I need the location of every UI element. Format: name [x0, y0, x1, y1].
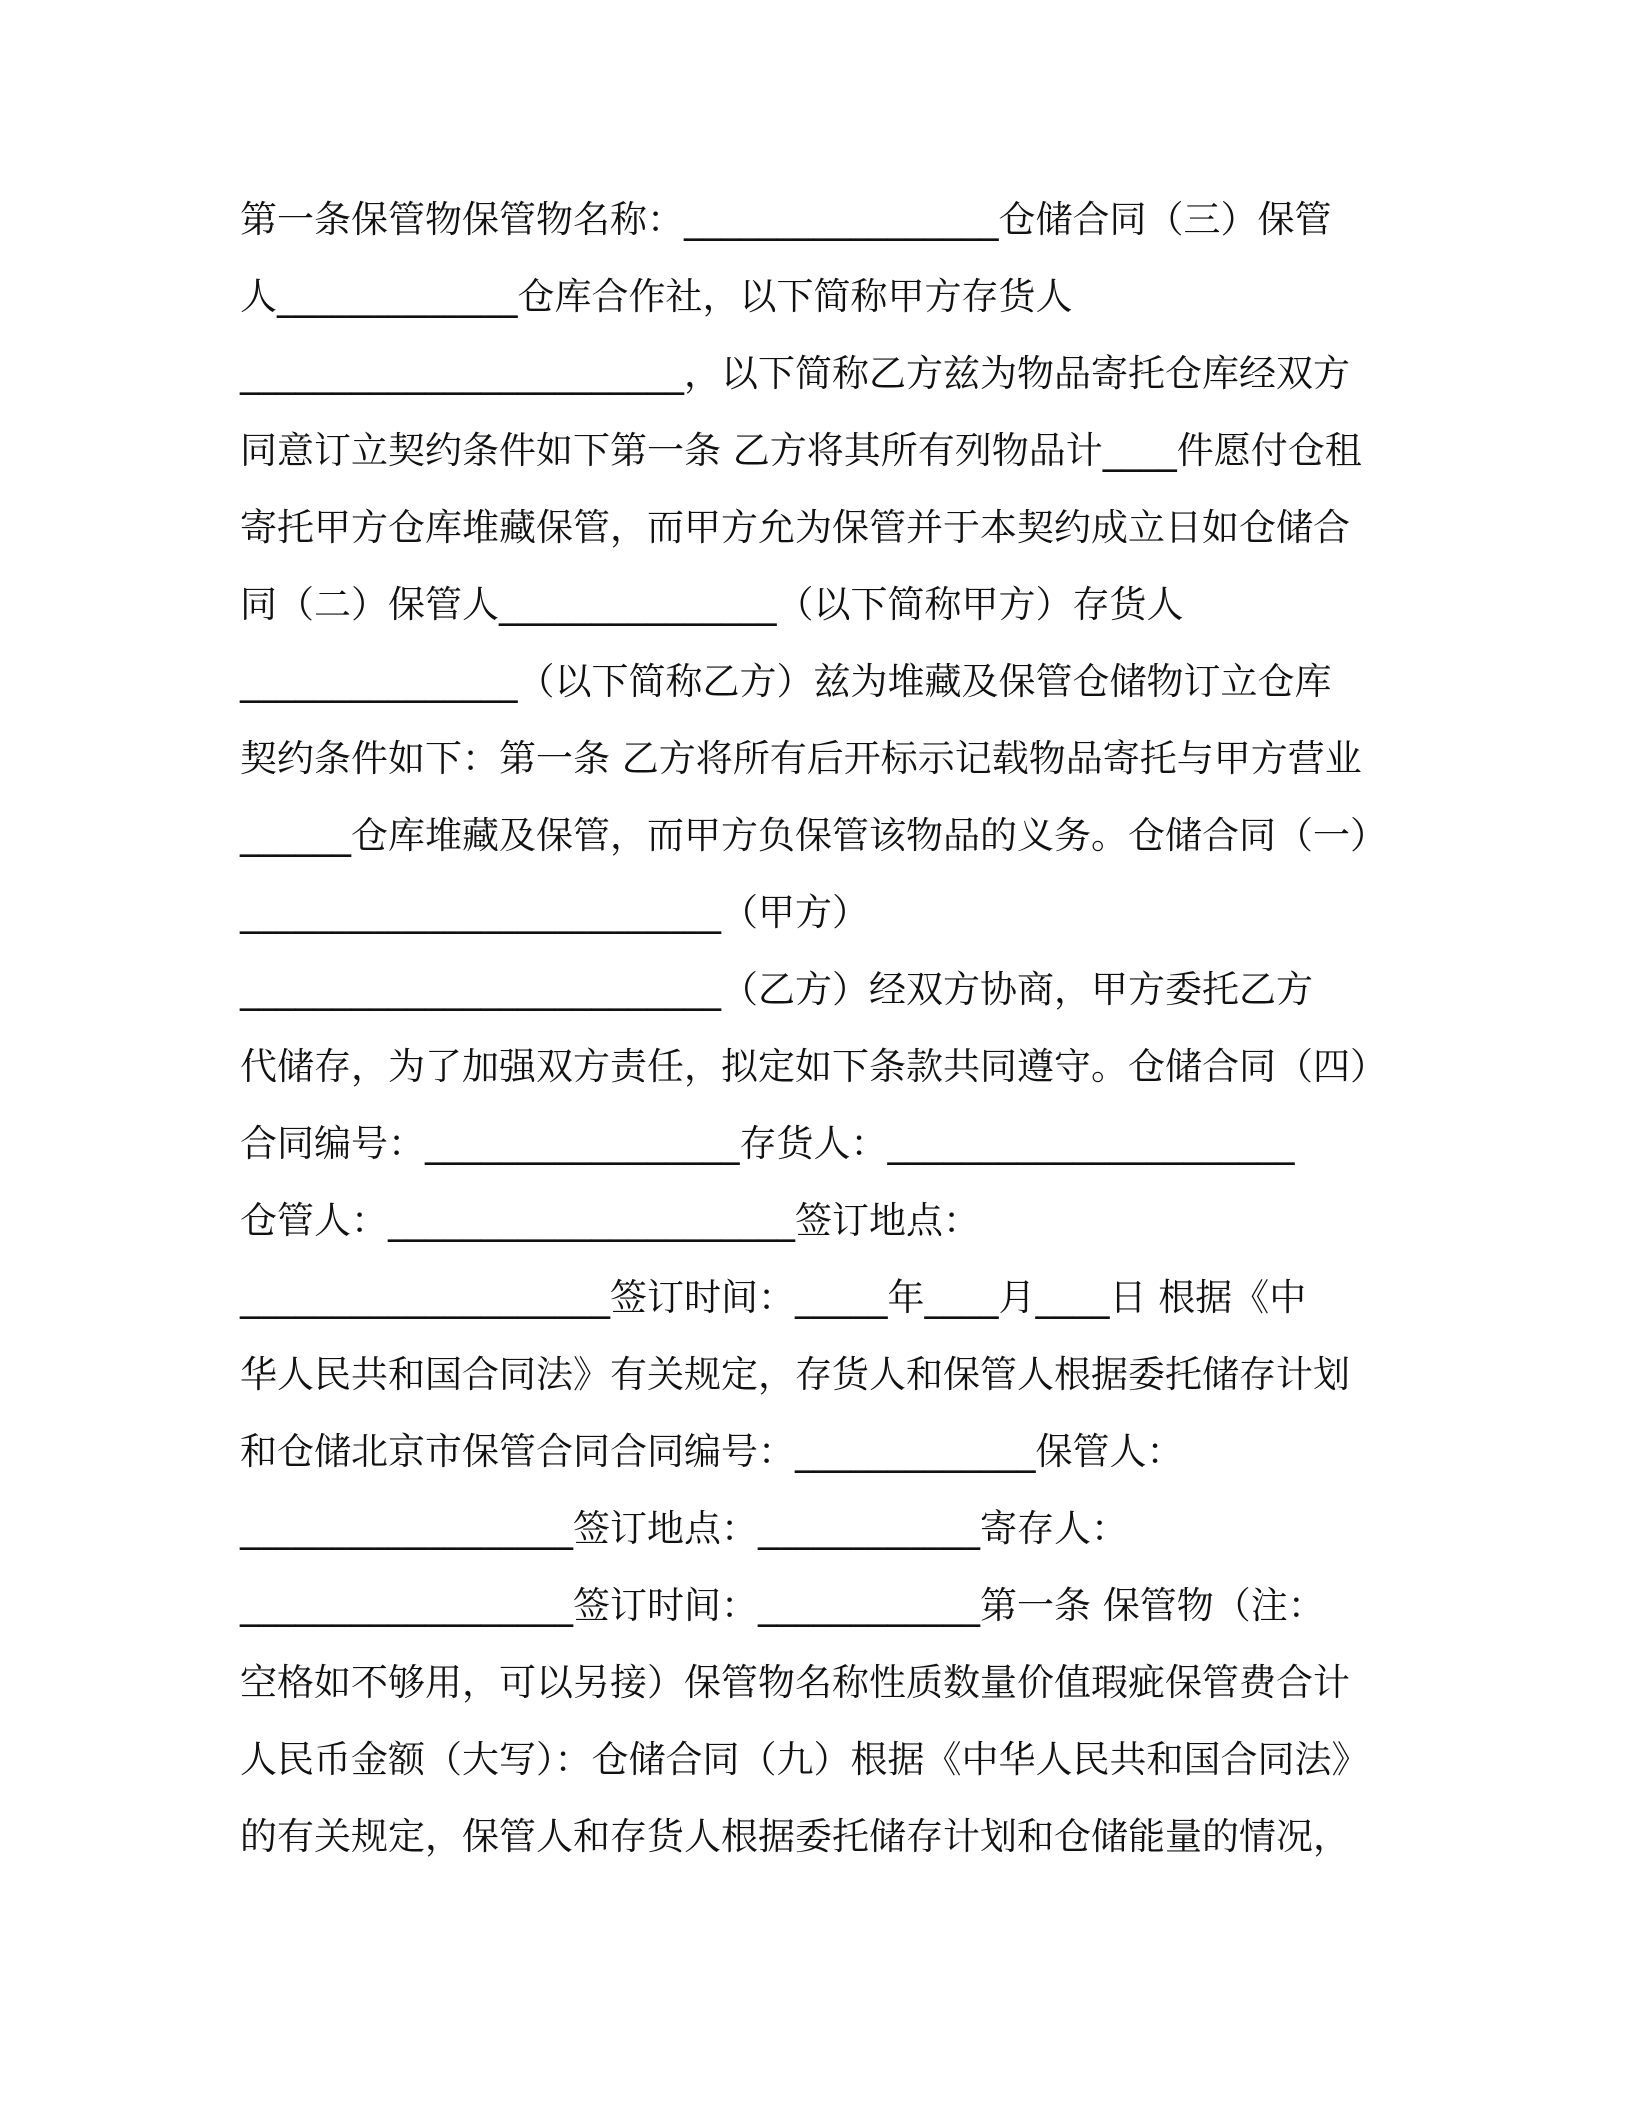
text-line: 和仓储北京市保管合同合同编号：_____________保管人：	[240, 1430, 1184, 1473]
text-line: ________________________，以下简称乙方兹为物品寄托仓库经双方	[240, 352, 1350, 395]
text-line: 契约条件如下：第一条 乙方将所有后开标示记载物品寄托与甲方营业	[240, 737, 1362, 780]
text-line: 代储存，为了加强双方责任，拟定如下条款共同遵守。仓储合同（四）	[240, 1045, 1387, 1088]
text-line: 人民币金额（大写）：仓储合同（九）根据《中华人民共和国合同法》	[240, 1738, 1369, 1781]
text-line: ____________________签订时间：_____年____月____日 根据《中	[240, 1276, 1307, 1319]
text-line: 同（二）保管人_______________（以下简称甲方）存货人	[240, 583, 1184, 626]
text-line: ______仓库堆藏及保管，而甲方负保管该物品的义务。仓储合同（一）	[240, 814, 1387, 857]
text-line: 空格如不够用，可以另接）保管物名称性质数量价值瑕疵保管费合计	[240, 1661, 1350, 1704]
text-line: 人_____________仓库合作社，以下简称甲方存货人	[240, 275, 1073, 318]
contract-body-text	[240, 190, 1420, 1884]
text-line: _______________（以下简称乙方）兹为堆藏及保管仓储物订立仓库	[240, 660, 1332, 703]
text-line: __________________________（甲方）	[240, 891, 869, 934]
text-line: __________________签订地点：____________寄存人：	[240, 1507, 1128, 1550]
text-line: 的有关规定，保管人和存货人根据委托储存计划和仓储能量的情况，	[240, 1815, 1350, 1858]
text-line: __________________________（乙方）经双方协商，甲方委托乙方	[240, 968, 1313, 1011]
text-line: __________________签订时间：____________第一条 保管物（注：	[240, 1584, 1325, 1627]
text-line: 合同编号：_________________存货人：______________________	[240, 1122, 1295, 1165]
text-line: 第一条保管物保管物名称：_________________仓储合同（三）保管	[240, 198, 1332, 241]
text-line: 仓管人：______________________签订地点：	[240, 1199, 980, 1242]
text-line: 同意订立契约条件如下第一条 乙方将其所有列物品计____件愿付仓租	[240, 429, 1362, 472]
text-line: 寄托甲方仓库堆藏保管，而甲方允为保管并于本契约成立日如仓储合	[240, 506, 1350, 549]
text-line: 华人民共和国合同法》有关规定，存货人和保管人根据委托储存计划	[240, 1353, 1350, 1396]
